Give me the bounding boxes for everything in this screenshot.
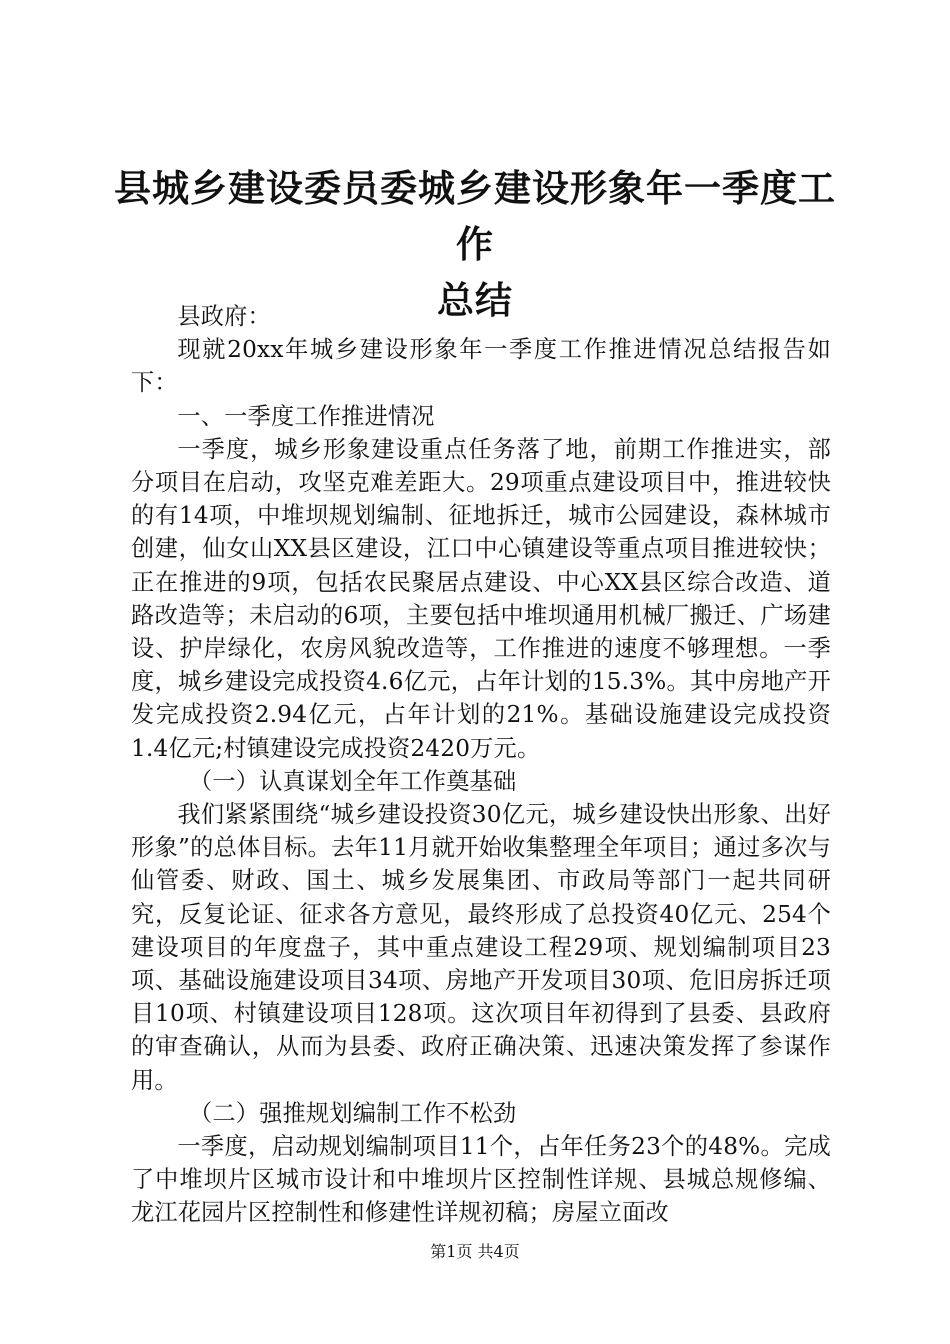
title-line-1: 县城乡建设委员委城乡建设形象年一季度工作 [114, 166, 836, 266]
intro-paragraph: 现就20xx年城乡建设形象年一季度工作推进情况总结报告如下： [131, 336, 831, 397]
document-body [131, 300, 831, 1230]
paragraph-annual-planning: 我们紧紧围绕“城乡建设投资30亿元，城乡建设快出形象、出好形象”的总体目标。去年11月就开始收集整理全年项目；通过多次与仙管委、财政、国土、城乡发展集团、市政局等部门一起共同研究，反复论证、征求各方意见，最终形成了总投资40亿元、254个建设项目的年度盘子，其中重点建设工程29项、规划编制项目23项、基础设施建设项目34项、房地产开发项目30项、危旧房拆迁项目10项、村镇建设项目128项。这次项目年初得到了县委、县政府的审查确认，从而为县委、政府正确决策、迅速决策发挥了参谋作用。 [131, 801, 831, 1094]
subsection-heading-2: （二）强推规划编制工作不松劲 [189, 1099, 517, 1127]
salutation: 县政府： [177, 303, 271, 330]
section-heading-1: 一、一季度工作推进情况 [177, 402, 435, 430]
page-footer: 第1页 共4页 [430, 1242, 520, 1261]
paragraph-q1-progress: 一季度，城乡形象建设重点任务落了地，前期工作推进实，部分项目在启动，攻坚克难差距大。29项重点建设项目中，推进较快的有14项，中堆坝规划编制、征地拆迁，城市公园建设，森林城市创建，仙女山XX县区建设，江口中心镇建设等重点项目推进较快；正在推进的9项，包括农民聚居点建设、中心XX县区综合改造、道路改造等；未启动的6项，主要包括中堆坝通用机械厂搬迁、广场建设、护岸绿化，农房风貌改造等，工作推进的速度不够理想。一季度，城乡建设完成投资4.6亿元，占年计划的15.3%。其中房地产开发完成投资2.94亿元，占年计划的21%。基础设施建设完成投资1.4亿元;村镇建设完成投资2420万元。 [131, 435, 831, 762]
subsection-heading-1: （一）认真谋划全年工作奠基础 [189, 767, 517, 795]
title-line-2: 总结 [437, 278, 513, 322]
paragraph-planning-compilation: 一季度，启动规划编制项目11个，占年任务23个的48%。完成了中堆坝片区城市设计和中堆坝片区控制性详规、县城总规修编、龙江花园片区控制性和修建性详规初稿；房屋立面改 [131, 1133, 831, 1227]
